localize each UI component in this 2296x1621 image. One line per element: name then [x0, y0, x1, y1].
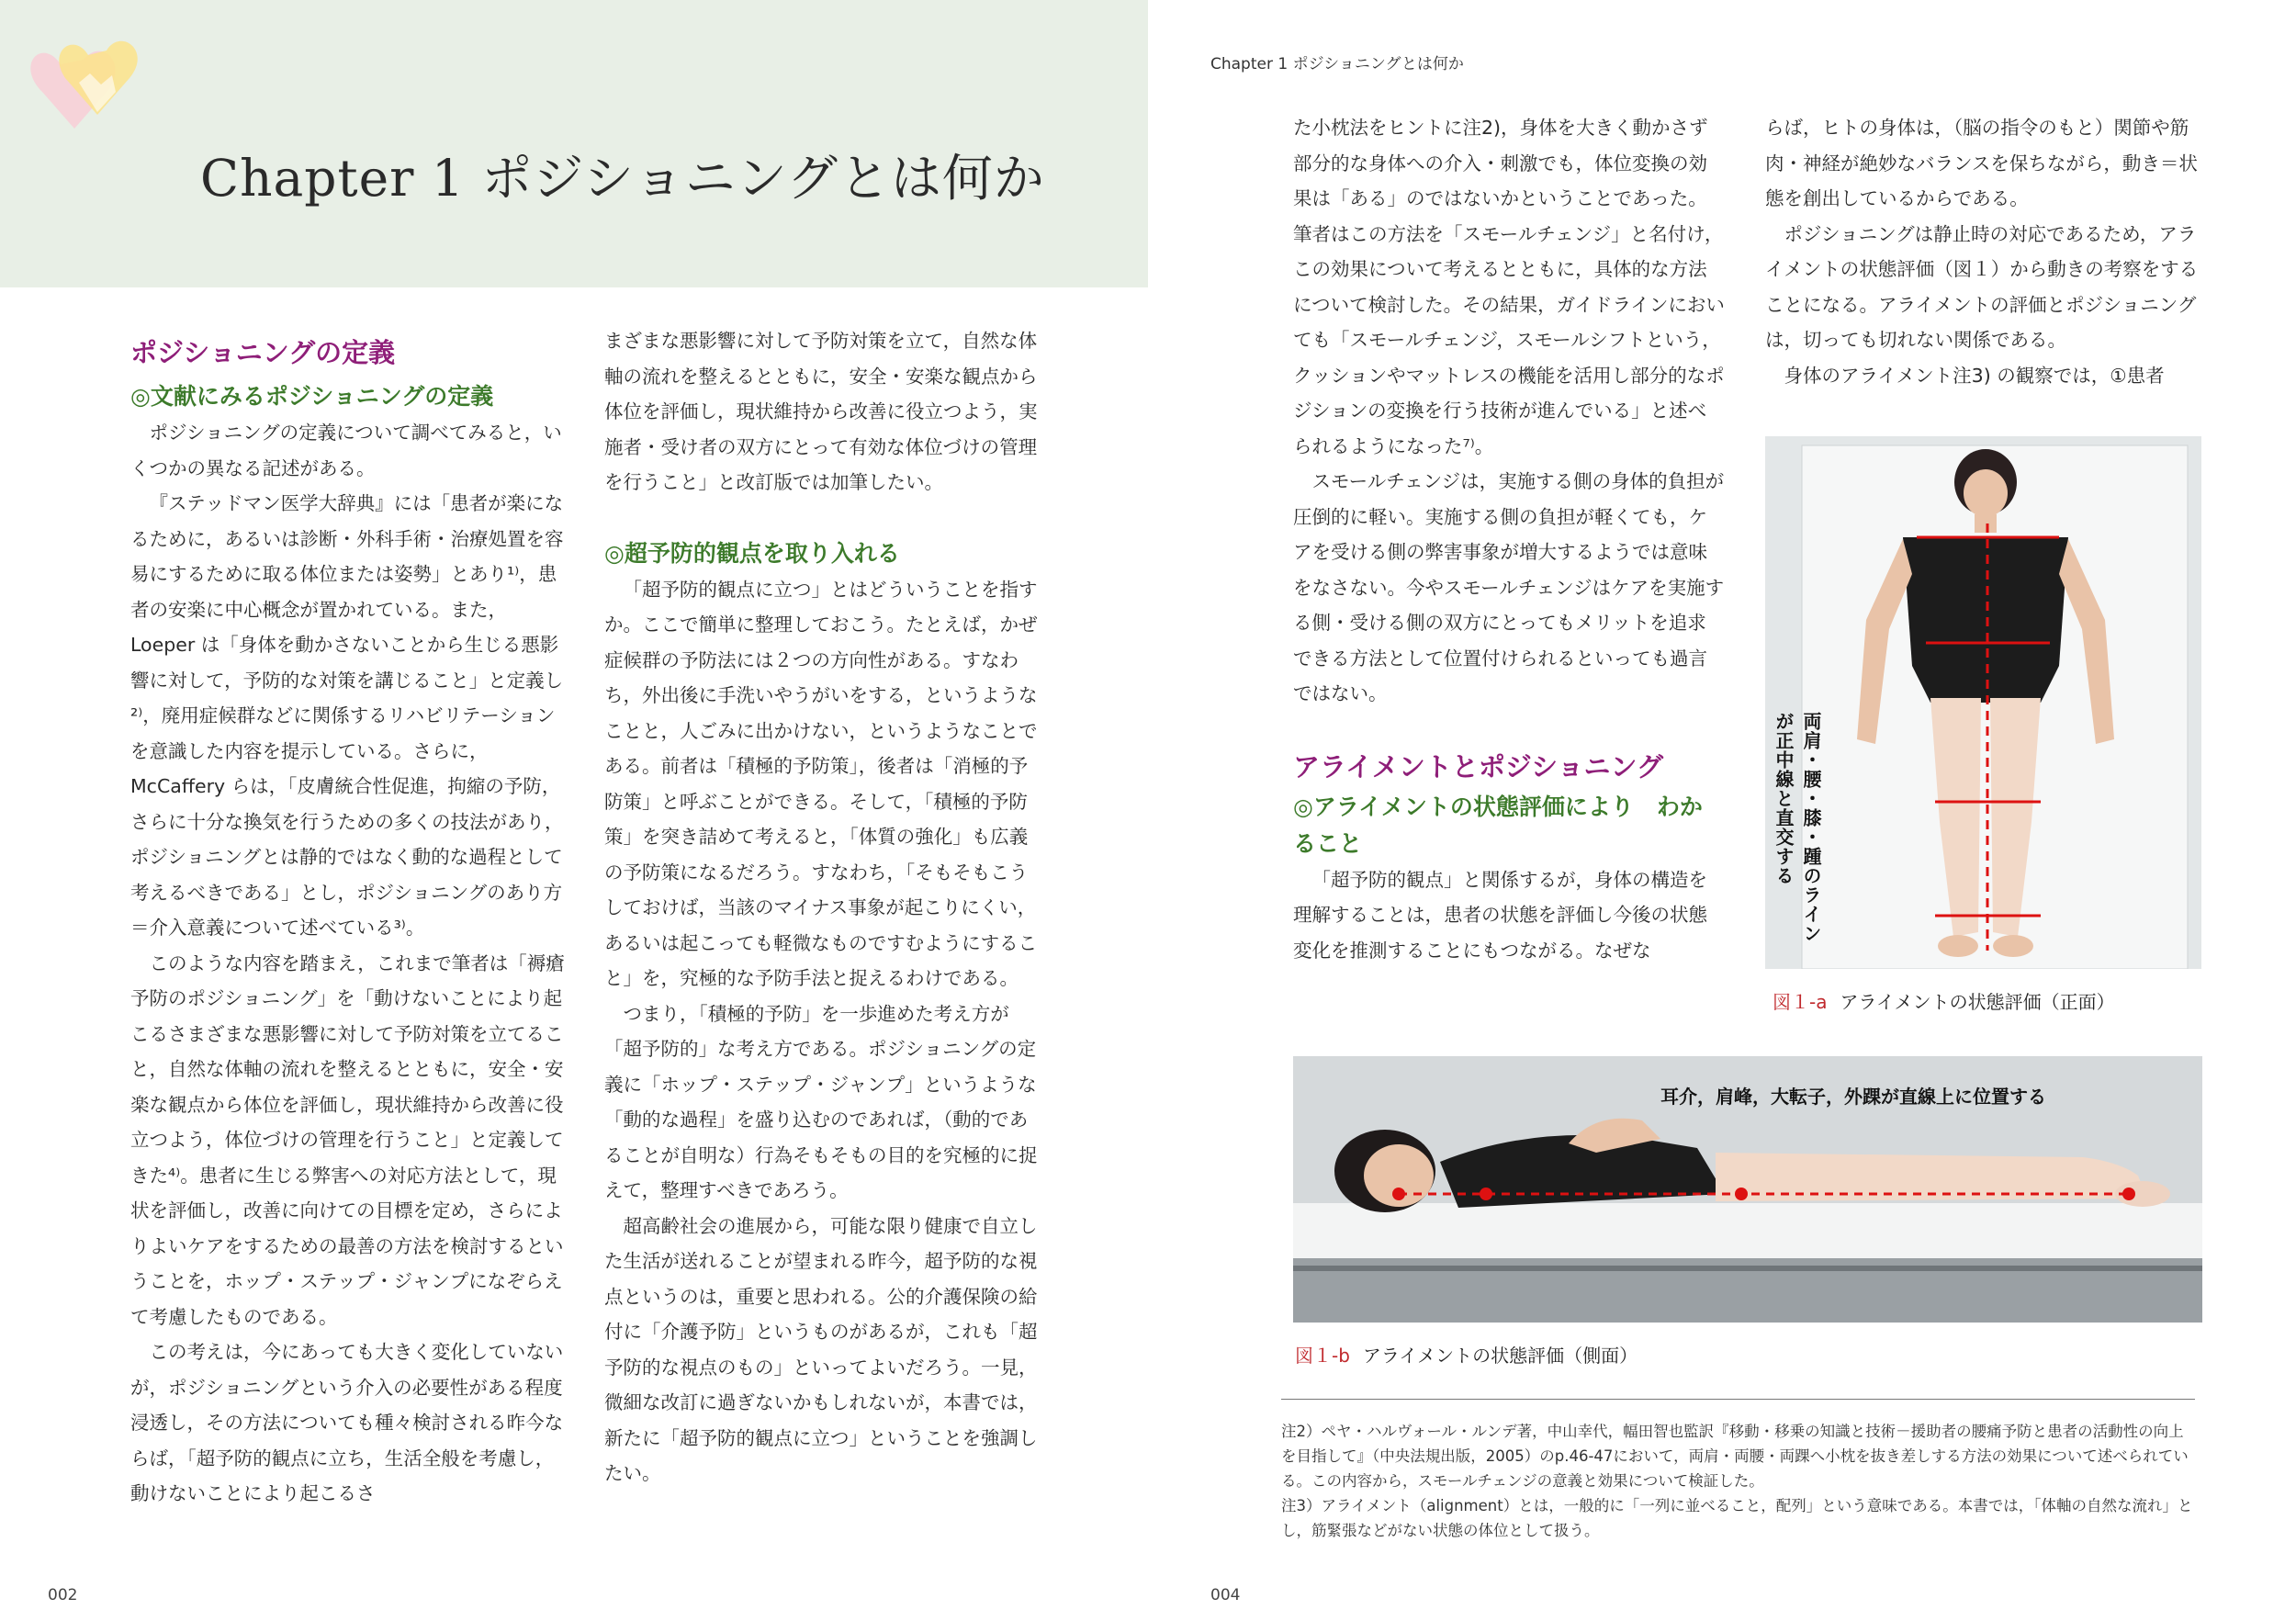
paragraph: 超高齢社会の進展から，可能な限り健康で自立した生活が送れることが望まれる昨今，超予防的な視点というのは，重要と思われる。公的介護保険の給付に「介護予防」というものがあるが，これも「超予防的な視点のもの」といってよいだろう。一見，微細な改訂に過ぎないかもしれないが，本書では，新たに「超予防的観点に立つ」ということを強調したい。 — [604, 1214, 1038, 1484]
page-number: 002 — [48, 1586, 78, 1604]
footnote-divider — [1281, 1399, 2195, 1400]
figure-caption-text: アライメントの状態評価（正面） — [1840, 991, 2115, 1013]
subsection-heading: ◎文献にみるポジショニングの定義 — [130, 383, 494, 410]
figure-label: 図１-b — [1295, 1345, 1350, 1367]
paragraph: 「超予防的観点に立つ」とはどういうことを指すか。ここで簡単に整理しておこう。たとえば，かぜ症候群の予防法には２つの方向性がある。すなわち，外出後に手洗いやうがいをする，というようなことと，人ごみに出かけない，というようなことである。前者は「積極的予防策」，後者は「消極的予防策」と呼ぶことができる。そして，「積極的予防策」を突き詰めて考えると，「体質の強化」も広義の予防策になるだろう。すなわち，「そもそもこうしておけば，当該のマイナス事象が起こりにくい，あるいは起こっても軽微なものですむようにすること」を，究極的な予防手法と捉えるわけである。 — [604, 578, 1038, 989]
figure-caption-text: アライメントの状態評価（側面） — [1362, 1345, 1638, 1367]
figure-1b-caption — [1295, 1341, 1638, 1368]
subsection-heading: ◎超予防的観点を取り入れる — [604, 539, 900, 567]
figure-label: 図１-a — [1773, 991, 1828, 1013]
left-column-1 — [130, 332, 567, 1512]
paragraph: この考えは，今にあっても大きく変化していないが，ポジショニングという介入の必要性がある程度浸透し，その方法についても種々検討される昨今ならば，「超予防的観点に立ち，生活全般を考慮し，動けないことにより起こるさ — [130, 1341, 564, 1504]
figure-1a-annotation: 両肩・腰・膝・踵のラインが正中線と直交する — [1773, 712, 1822, 943]
paragraph: 身体のアライメント注3) の観察では，①患者 — [1784, 364, 2165, 387]
paragraph: ポジショニングは静止時の対応であるため，アライメントの状態評価（図１）から動きの考察をすることになる。アライメントの評価とポジショニングは，切っても切れない関係である。 — [1765, 222, 2199, 351]
right-column-2 — [1765, 110, 2201, 393]
paragraph: ポジショニングの定義について調べてみると，いくつかの異なる記述がある。 — [130, 422, 562, 479]
hearts-hand-logo-icon — [24, 28, 162, 147]
figure-1b-annotation: 耳介，肩峰，大転子，外踝が直線上に位置する — [1660, 1086, 2046, 1108]
section-heading: ポジショニングの定義 — [130, 337, 396, 368]
chapter-title: Chapter 1 ポジショニングとは何か — [200, 149, 1045, 208]
paragraph: このような内容を踏まえ，これまで筆者は「褥瘡予防のポジショニング」を「動けないことにより起こるさまざまな悪影響に対して予防対策を立てること，自然な体軸の流れを整えるとともに，安全・安楽な観点から体位を評価し，現状維持から改善に役立つよう，体位づけの管理を行うこと」と定義してきた⁴⁾。患者に生じる弊害への対応方法として，現状を評価し，改善に向けての目標を定め，さらによりよいケアをするための最善の方法を検討するということを，ホップ・ステップ・ジャンプになぞらえて考慮したものである。 — [130, 951, 565, 1328]
paragraph: つまり，「積極的予防」を一歩進めた考え方が「超予防的」な考え方である。ポジショニングの定義に「ホップ・ステップ・ジャンプ」というような「動的な過程」を盛り込むのであれば，（動的であることが自明な）行為そもそもの目的を究極的に捉えて，整理すべきであろう。 — [604, 1002, 1038, 1201]
right-page — [1148, 0, 2296, 1621]
paragraph: まざまな悪影響に対して予防対策を立て，自然な体軸の流れを整えるとともに，安全・安楽な観点から体位を評価し，現状維持から改善に役立つよう，実施者・受け者の双方にとって有効な体位づけの管理を行うこと」と改訂版では加筆したい。 — [604, 330, 1038, 493]
footnote: 注2）ペヤ・ハルヴォール・ルンデ著，中山幸代，幅田智也監訳『移動・移乗の知識と技術－援助者の腰痛予防と患者の活動性の向上を目指して』（中央法規出版，2005）のp.46-47において，両肩・両腰・両踝へ小枕を抜き差しする方法の効果について述べられている。この内容から，スモールチェンジの意義と効果について検証した。 — [1281, 1423, 2189, 1490]
footnotes — [1281, 1419, 2195, 1543]
paragraph: 『ステッドマン医学大辞典』には「患者が楽になるために，あるいは診断・外科手術・治療処置を容易にするために取る体位または姿勢」とあり¹⁾，患者の安楽に中心概念が置かれている。また，Loeper は「身体を動かさないことから生じる悪影響に対して，予防的な対策を講じること」と定義し²⁾，廃用症候群などに関係するリハビリテーションを意識した内容を提示している。さらに，McCaffery らは，「皮膚統合性促進，拘縮の予防，さらに十分な換気を行うための多くの技法があり，ポジショニングとは静的ではなく動的な過程として考えるべきである」とし，ポジショニングのあり方＝介入意義について述べている³⁾。 — [130, 492, 564, 939]
paragraph: 「超予防的観点」と関係するが，身体の構造を理解することは，患者の状態を評価し今後の状態変化を推測することにもつながる。なぜな — [1293, 868, 1707, 962]
paragraph: らば，ヒトの身体は，（脳の指令のもと）関節や筋肉・神経が絶妙なバランスを保ちながら，動き＝状態を創出しているからである。 — [1765, 117, 2198, 209]
figure-1a-photo — [1765, 436, 2201, 969]
footnote: 注3）アライメント（alignment）とは，一般的に「一列に並べること，配列」という意味である。本書では，「体軸の自然な流れ」とし，筋緊張などがない状態の体位として扱う。 — [1281, 1497, 2193, 1539]
right-column-1 — [1293, 110, 1725, 968]
figure-1b-photo — [1293, 1056, 2202, 1323]
figure-1a-illustration — [1765, 436, 2201, 969]
paragraph: スモールチェンジは，実施する側の身体的負担が圧倒的に軽い。実施する側の負担が軽くても，ケアを受ける側の弊害事象が増大するようでは意味をなさない。今やスモールチェンジはケアを実施する側・受ける側の双方にとってもメリットを追求できる方法として位置付けられるといっても過言ではない。 — [1293, 470, 1725, 704]
section-heading: アライメントとポジショニング — [1293, 750, 1663, 782]
figure-1a-caption — [1773, 987, 2115, 1014]
subsection-heading: ◎アライメントの状態評価により わかること — [1293, 793, 1703, 857]
paragraph: た小枕法をヒントに注2)，身体を大きく動かさず部分的な身体への介入・刺激でも，体位変換の効果は「ある」のではないかということであった。筆者はこの方法を「スモールチェンジ」と名付け，この効果について考えるとともに，具体的な方法について検討した。その結果，ガイドラインにおいても「スモールチェンジ，スモールシフトという，クッションやマットレスの機能を活用し部分的なポジションの変換を行う技術が進んでいる」と述べられるようになった⁷⁾。 — [1293, 117, 1725, 457]
running-head: Chapter 1 ポジショニングとは何か — [1210, 55, 1464, 73]
left-column-2 — [604, 323, 1038, 1492]
chapter-header-band — [0, 0, 1159, 287]
page-number: 004 — [1210, 1586, 1241, 1604]
